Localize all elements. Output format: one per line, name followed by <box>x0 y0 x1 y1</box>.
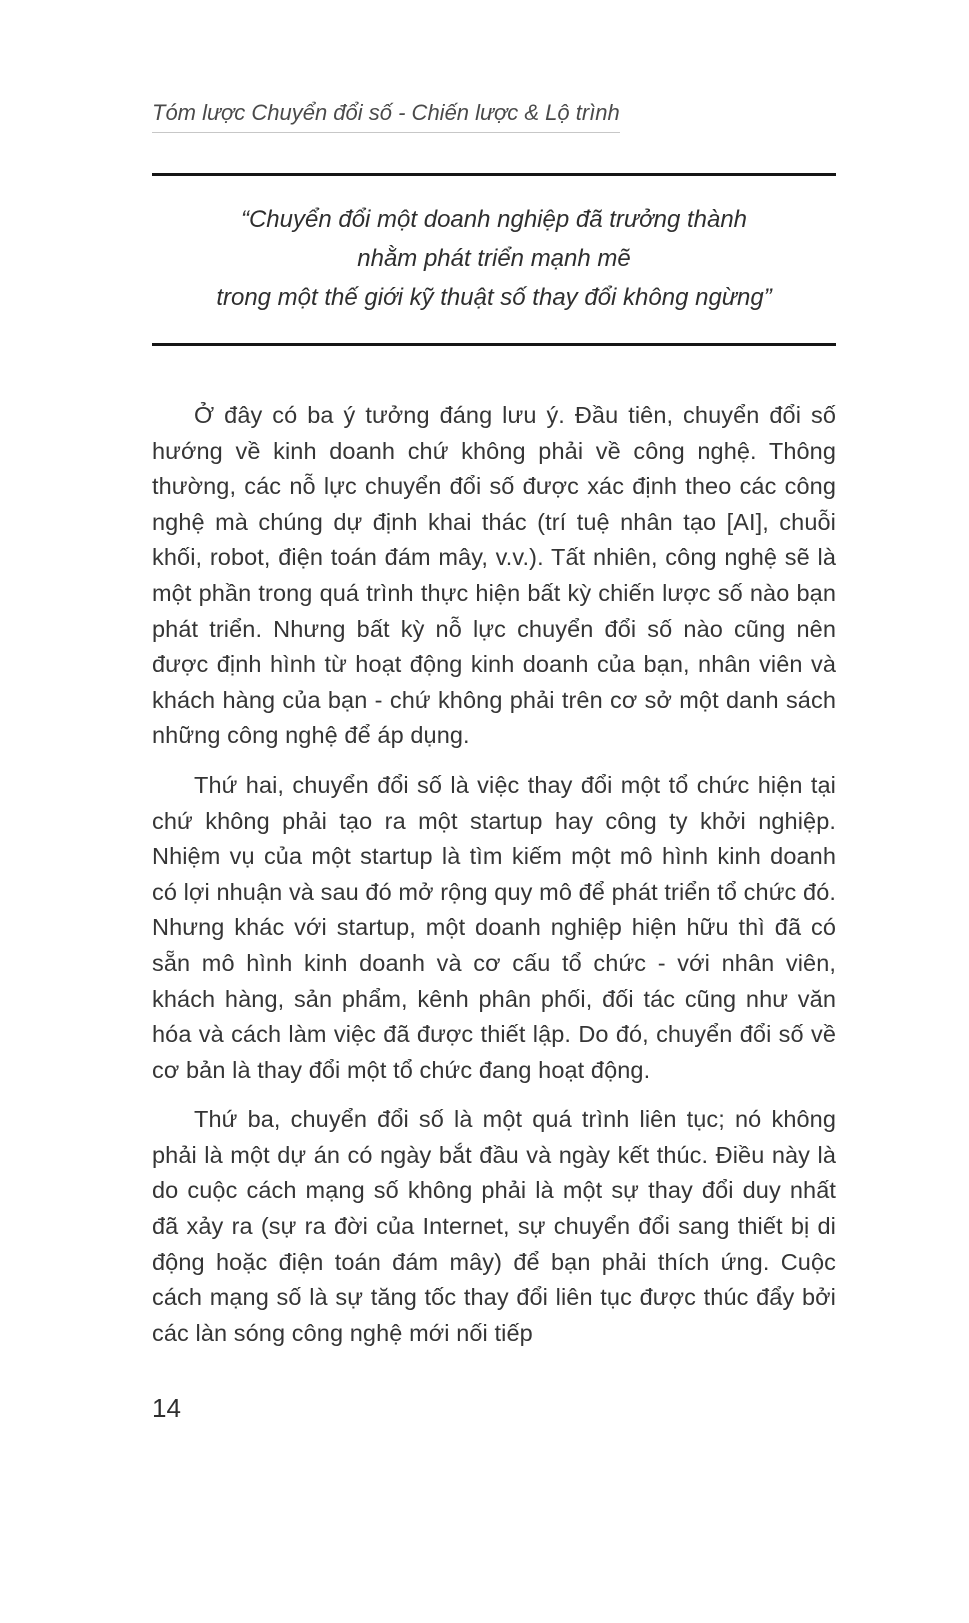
paragraph: Thứ hai, chuyển đổi số là việc thay đổi một tổ chức hiện tại chứ không phải tạo ra một startup hay công ty khởi nghiệp. Nhiệm vụ của một startup là tìm kiếm một mô hình kinh doanh có lợi nhuận và sau đó mở rộng quy mô để phát triển tổ chức đó. Nhưng khác với startup, một doanh nghiệp hiện hữu thì đã có sẵn mô hình kinh doanh và cơ cấu tổ chức - với nhân viên, khách hàng, sản phẩm, kênh phân phối, đối tác cũng như văn hóa và cách làm việc đã được thiết lập. Do đó, chuyển đổi số về cơ bản là thay đổi một tổ chức đang hoạt động. <box>152 771 836 1083</box>
quote-line: nhằm phát triển mạnh mẽ <box>357 245 631 272</box>
quote-line: “Chuyển đổi một doanh nghiệp đã trưởng thành <box>240 206 748 233</box>
paragraph: Ở đây có ba ý tưởng đáng lưu ý. Đầu tiên, chuyển đổi số hướng về kinh doanh chứ không phải về công nghệ. Thông thường, các nỗ lực chuyển đổi số được xác định theo các công nghệ mà chúng dự định khai thác (trí tuệ nhân tạo [AI], chuỗi khối, robot, điện toán đám mây, v.v.). Tất nhiên, công nghệ sẽ là một phần trong quá trình thực hiện bất kỳ chiến lược số nào bạn phát triển. Nhưng bất kỳ nỗ lực chuyển đổi số nào cũng nên được định hình từ hoạt động kinh doanh của bạn, nhân viên và khách hàng của bạn - chứ không phải trên cơ sở một danh sách những công nghệ để áp dụng. <box>152 402 836 749</box>
page-number: 14 <box>152 1393 181 1424</box>
quote-line: trong một thế giới kỹ thuật số thay đổi không ngừng” <box>216 284 772 311</box>
paragraph: Thứ ba, chuyển đổi số là một quá trình liên tục; nó không phải là một dự án có ngày bắt đầu và ngày kết thúc. Điều này là do cuộc cách mạng số không phải là một sự thay đổi duy nhất đã xảy ra (sự ra đời của Internet, sự chuyển đổi sang thiết bị di động hoặc điện toán đám mây) để bạn phải thích ứng. Cuộc cách mạng số là sự tăng tốc thay đổi liên tục được thúc đẩy bởi các làn sóng công nghệ mới nối tiếp <box>152 1106 836 1346</box>
quote-block <box>152 176 836 343</box>
divider-bottom <box>152 343 836 346</box>
body-text <box>152 398 836 1351</box>
running-header: Tóm lược Chuyển đổi số - Chiến lược & Lộ trình <box>152 100 620 133</box>
